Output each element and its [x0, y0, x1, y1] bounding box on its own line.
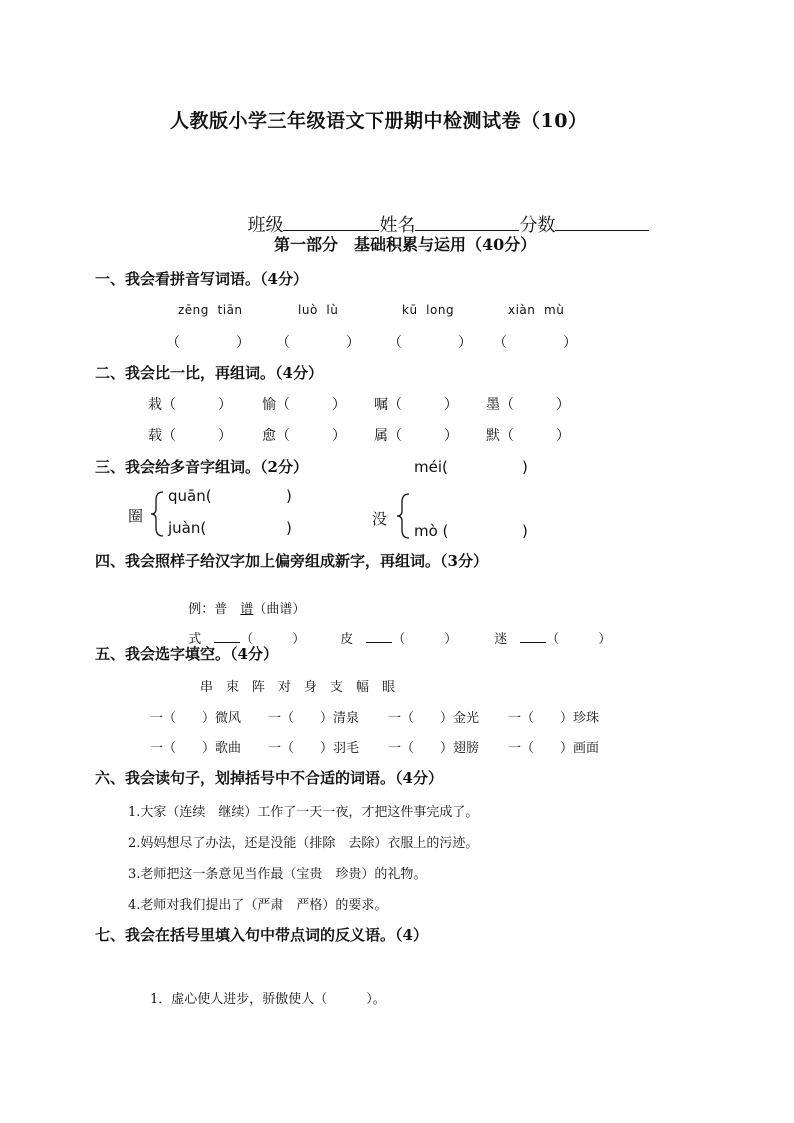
name-label: 姓名: [379, 215, 416, 236]
q5-item[interactable]: 一（ ）金光: [388, 711, 480, 726]
q1-pinyin-2: luò lù: [298, 303, 339, 317]
part1-title: 第一部分 基础积累与运用（40分）: [274, 235, 537, 254]
q3-quan-close[interactable]: ): [286, 487, 292, 505]
q1-blank-1[interactable]: （ ）: [166, 335, 250, 351]
q3-heading: 三、我会给多音字组词。（2分）: [95, 458, 308, 476]
q1-blank-4[interactable]: （ ）: [493, 335, 577, 351]
q5-choices: 串 束 阵 对 身 支 幅 眼: [200, 680, 396, 695]
q1-pinyin-1: zēng tiān: [178, 303, 243, 317]
q3-quan-reading: quān(: [168, 487, 212, 505]
q4-radical-blank[interactable]: [214, 629, 240, 643]
page-title: 人教版小学三年级语文下册期中检测试卷（10）: [170, 110, 588, 132]
q4-item: [332, 613, 457, 647]
q2-item[interactable]: 愈（ ）: [262, 428, 346, 444]
q6-sentence[interactable]: 3.老师把这一条意见当作最（宝贵 珍贵）的礼物。: [128, 867, 427, 882]
q5-item[interactable]: 一（ ）歌曲: [150, 741, 242, 756]
q4-radical-blank[interactable]: [520, 629, 546, 643]
q5-item[interactable]: 一（ ）微风: [150, 711, 242, 726]
q1-blank-3[interactable]: （ ）: [388, 335, 472, 351]
q7-heading: 七、我会在括号里填入句中带点词的反义语。（4）: [95, 926, 428, 944]
name-field[interactable]: [415, 212, 519, 231]
q7-sentence[interactable]: 1．虚心使人进步，骄傲使人（ ）。: [150, 992, 386, 1007]
q5-item[interactable]: 一（ ）翅膀: [388, 741, 480, 756]
q5-item[interactable]: 一（ ）清泉: [268, 711, 360, 726]
q4-char: 皮: [340, 632, 354, 647]
q2-item[interactable]: 嘱（ ）: [374, 397, 458, 413]
q4-paren[interactable]: （ ）: [392, 632, 458, 647]
q4-char: 式: [188, 632, 202, 647]
q4-example: [180, 583, 305, 617]
q3-mei-reading: méi(: [414, 458, 448, 476]
class-field[interactable]: [283, 212, 379, 231]
q2-item[interactable]: 默（ ）: [486, 428, 570, 444]
q4-example-char: 谱: [240, 602, 254, 617]
q4-item: [486, 613, 611, 647]
q6-sentence[interactable]: 4.老师对我们提出了（严肃 严格）的要求。: [128, 898, 388, 913]
q4-heading: 四、我会照样子给汉字加上偏旁组成新字，再组词。（3分）: [95, 552, 488, 570]
q3-mo-reading: mò (: [414, 522, 449, 540]
q4-char: 迷: [494, 632, 508, 647]
q5-heading: 五、我会选字填空。（4分）: [95, 645, 278, 663]
q2-item[interactable]: 墨（ ）: [486, 397, 570, 413]
q2-item[interactable]: 载（ ）: [148, 428, 232, 444]
q2-item[interactable]: 属（ ）: [374, 428, 458, 444]
q6-sentence[interactable]: 1.大家（连续 继续）工作了一天一夜，才把这件事完成了。: [128, 805, 479, 820]
q1-blank-2[interactable]: （ ）: [276, 335, 360, 351]
q5-item[interactable]: 一（ ）珍珠: [508, 711, 600, 726]
brace-icon: [150, 490, 166, 538]
class-label: 班级: [247, 215, 284, 236]
q2-item[interactable]: 愉（ ）: [262, 397, 346, 413]
q3-char-mei: 没: [372, 510, 388, 528]
brace-icon: [396, 492, 412, 540]
q4-example-word: （曲谱）: [253, 602, 306, 617]
q6-sentence[interactable]: 2.妈妈想尽了办法，还是没能（排除 去除）衣服上的污迹。: [128, 836, 479, 851]
q3-juan-reading: juàn(: [168, 519, 207, 537]
score-field[interactable]: [555, 212, 649, 231]
q3-mo-close[interactable]: ): [522, 522, 528, 540]
q1-heading: 一、我会看拼音写词语。（4分）: [95, 270, 308, 288]
q4-paren[interactable]: （ ）: [546, 632, 612, 647]
q3-char-quan: 圈: [128, 507, 144, 525]
q1-pinyin-3: kū long: [402, 303, 455, 317]
q5-item[interactable]: 一（ ）羽毛: [268, 741, 360, 756]
q3-mei-close[interactable]: ): [522, 458, 528, 476]
q4-item: [180, 613, 305, 647]
q2-heading: 二、我会比一比，再组词。（4分）: [95, 364, 323, 382]
q3-juan-close[interactable]: ): [286, 519, 292, 537]
q1-pinyin-4: xiàn mù: [508, 303, 565, 317]
q5-item[interactable]: 一（ ）画面: [508, 741, 600, 756]
q4-example-prefix: 例：普: [188, 602, 228, 617]
q6-heading: 六、我会读句子，划掉括号中不合适的词语。（4分）: [95, 769, 443, 787]
student-info-line: [236, 190, 649, 237]
q4-radical-blank[interactable]: [366, 629, 392, 643]
q4-paren[interactable]: （ ）: [240, 632, 306, 647]
q2-item[interactable]: 栽（ ）: [148, 397, 232, 413]
score-label: 分数: [519, 215, 556, 236]
